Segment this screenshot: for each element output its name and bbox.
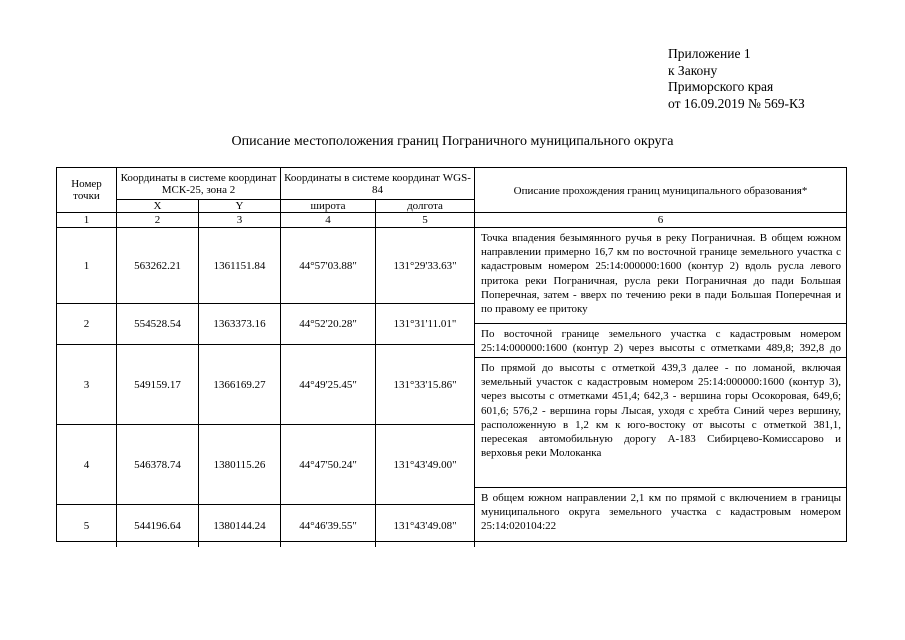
latitude: 44°49'25.45" (281, 345, 376, 425)
column-number: 6 (475, 213, 846, 228)
longitude: 131°33'15.86" (376, 345, 475, 425)
point-number: 4 (57, 425, 117, 505)
column-number: 2 (117, 213, 199, 228)
header-msk-coordinates: Координаты в системе координат МСК-25, зона 2 (117, 168, 281, 200)
boundary-segment-description: В общем южном направлении 2,1 км по прямой с включением в границы муниципального округа земельного участка с кадастровым номером 25:14:020104:22 (481, 492, 841, 533)
coordinate-x: 546378.74 (117, 425, 199, 505)
longitude: 131°43'49.08" (376, 505, 475, 547)
header-point-number: Номер точки (57, 168, 117, 213)
boundary-table (56, 167, 847, 542)
coordinate-y: 1363373.16 (199, 304, 281, 345)
longitude: 131°31'11.01" (376, 304, 475, 345)
latitude: 44°47'50.24" (281, 425, 376, 505)
header-x: X (117, 200, 199, 213)
coordinate-x: 549159.17 (117, 345, 199, 425)
appendix-line-1: Приложение 1 (668, 46, 751, 61)
point-number: 3 (57, 345, 117, 425)
header-longitude: долгота (376, 200, 475, 213)
header-description: Описание прохождения границ муниципального образования* (475, 168, 846, 213)
header-y: Y (199, 200, 281, 213)
point-number: 1 (57, 228, 117, 304)
coordinate-y: 1361151.84 (199, 228, 281, 304)
coordinate-x: 544196.64 (117, 505, 199, 547)
appendix-line-2: к Закону (668, 62, 718, 78)
longitude: 131°43'49.00" (376, 425, 475, 505)
column-number: 4 (281, 213, 376, 228)
longitude: 131°29'33.63" (376, 228, 475, 304)
header-wgs-coordinates: Координаты в системе координат WGS-84 (281, 168, 475, 200)
latitude: 44°46'39.55" (281, 505, 376, 547)
appendix-header (668, 46, 805, 112)
coordinate-x: 563262.21 (117, 228, 199, 304)
latitude: 44°52'20.28" (281, 304, 376, 345)
coordinate-y: 1366169.27 (199, 345, 281, 425)
coordinate-y: 1380115.26 (199, 425, 281, 505)
column-number: 5 (376, 213, 475, 228)
coordinate-x: 554528.54 (117, 304, 199, 345)
boundary-segment-description: По восточной границе земельного участка с кадастровым номером 25:14:000000:1600 (контур 2) через высоты с отметками 489,8; 392,8 до (475, 324, 846, 358)
appendix-line-3: Приморского края (668, 79, 774, 94)
boundary-segment-description: По прямой до высоты с отметкой 439,3 далее - по ломаной, включая земельный участок с кадастровым номером 25:14:000000:1600 (контур 3), через высоты с отметками 451,4; 642,3 - вершина горы Осокоровая, 649,6; 601,6; 576,2 - вершина горы Лысая, уходя с хребта Синий через вершину, расположенную в 1,2 км к юго-востоку от высоты с отметкой 381,1, пересекая автомобильную дорогу А-183 Сибирцево-Комиссарово и верховья реки Молоканка (475, 358, 846, 488)
appendix-line-4: от 16.09.2019 № 569-КЗ (668, 95, 805, 111)
coordinate-y: 1380144.24 (199, 505, 281, 547)
header-latitude: широта (281, 200, 376, 213)
column-number: 1 (57, 213, 117, 228)
point-number: 5 (57, 505, 117, 547)
document-title: Описание местоположения границ Пограничного муниципального округа (231, 134, 674, 149)
point-number: 2 (57, 304, 117, 345)
column-number: 3 (199, 213, 281, 228)
latitude: 44°57'03.88" (281, 228, 376, 304)
boundary-segment-description: Точка впадения безымянного ручья в реку Пограничная. В общем южном направлении примерно 16,7 км по восточной границе земельного участка с кадастровым номером 25:14:000000:1600 (контур 2) вдоль русла левого притока реки Пограничная, русла реки Пограничная до пади Большая Поперечная, затем - вверх по течению реки в пади Большая Поперечная и по правому ее притоку (475, 228, 846, 324)
